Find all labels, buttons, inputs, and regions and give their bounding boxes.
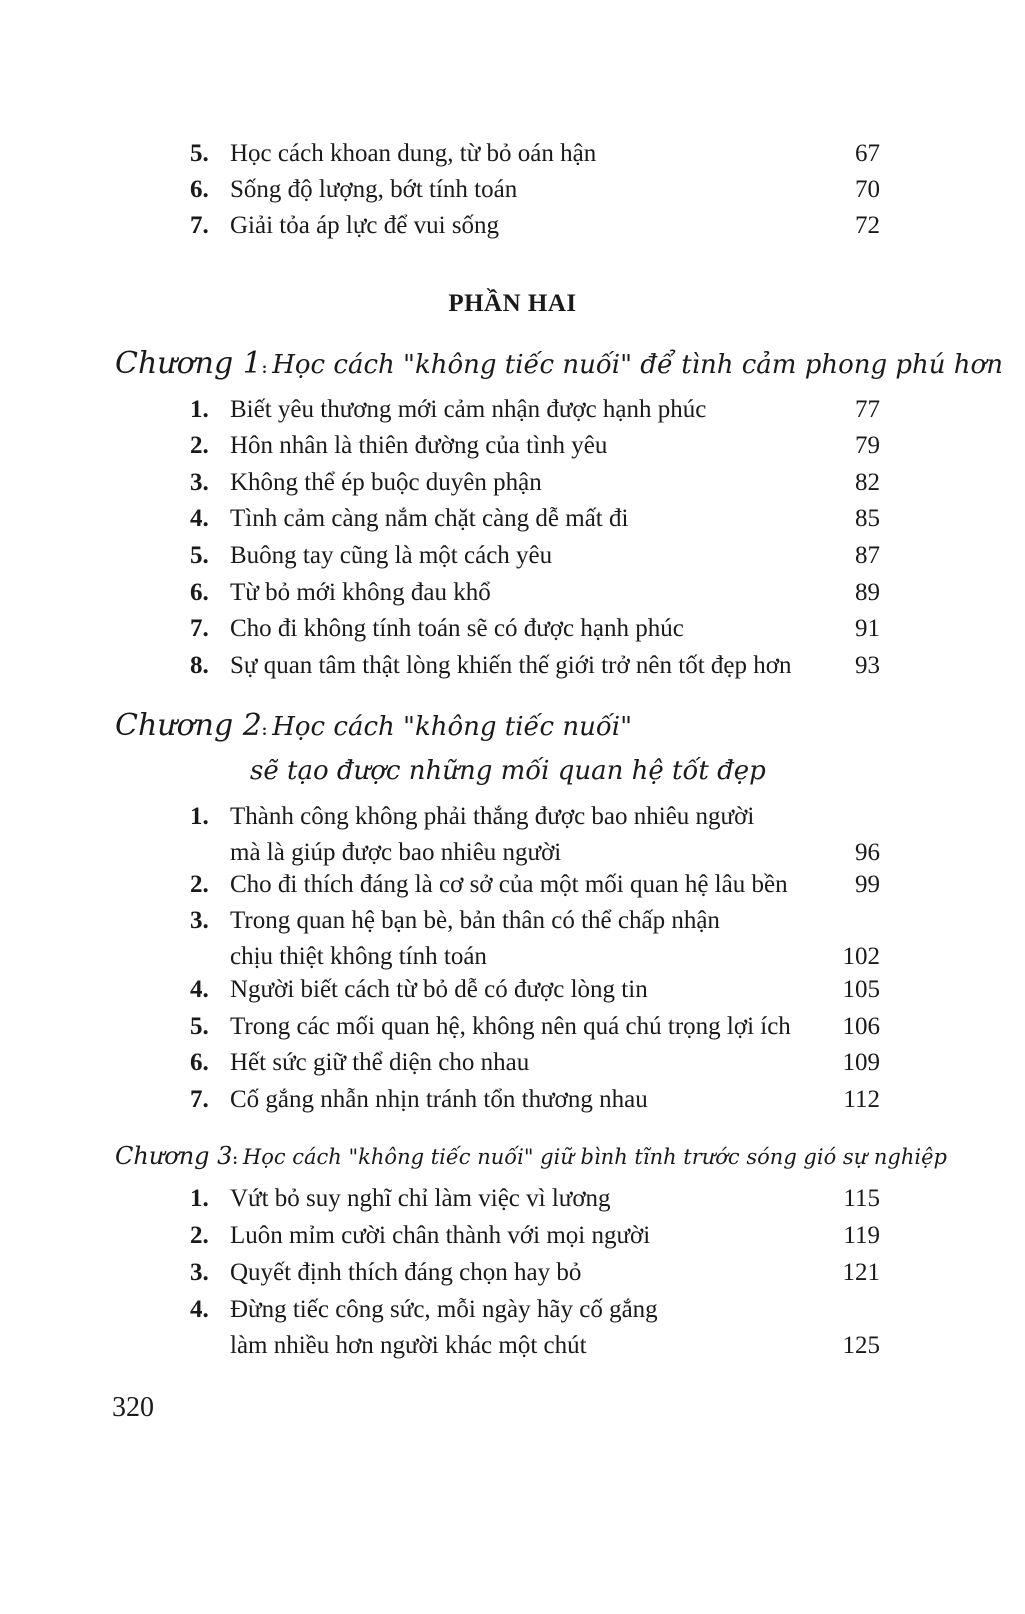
entry-page: 106 bbox=[842, 1013, 880, 1040]
entry-number: 8. bbox=[190, 652, 209, 679]
toc-entry bbox=[190, 428, 880, 464]
toc-entry bbox=[190, 575, 880, 611]
entry-number: 2. bbox=[190, 432, 209, 459]
entry-page: 79 bbox=[855, 432, 880, 459]
entry-number: 2. bbox=[190, 1222, 209, 1249]
chapter-colon: : bbox=[261, 722, 268, 739]
entry-number: 6. bbox=[190, 579, 209, 606]
toc-entry bbox=[190, 1082, 880, 1118]
entry-title: Học cách khoan dung, từ bỏ oán hận bbox=[230, 140, 597, 167]
chapter-title: Học cách "không tiếc nuối" giữ bình tĩnh trước sóng gió sự nghiệp bbox=[242, 1145, 947, 1169]
entry-number: 5. bbox=[190, 1013, 209, 1040]
toc-entry bbox=[190, 136, 880, 172]
toc-entry bbox=[190, 538, 880, 574]
entry-page: 96 bbox=[855, 839, 880, 866]
toc-entry bbox=[190, 208, 880, 244]
entry-number: 4. bbox=[190, 505, 209, 532]
entry-page: 72 bbox=[855, 212, 880, 239]
chapter-label: Chương 1 bbox=[115, 346, 262, 381]
chapter-heading bbox=[115, 1142, 947, 1170]
entry-page: 112 bbox=[843, 1086, 880, 1113]
entry-page: 115 bbox=[843, 1185, 880, 1212]
entry-number: 2. bbox=[190, 871, 209, 898]
entry-page: 99 bbox=[855, 871, 880, 898]
entry-number: 5. bbox=[190, 140, 209, 167]
toc-entry bbox=[190, 972, 880, 1008]
entry-number: 6. bbox=[190, 176, 209, 203]
entry-number: 4. bbox=[190, 976, 209, 1003]
chapter-title: sẽ tạo được những mối quan hệ tốt đẹp bbox=[250, 756, 766, 786]
entry-number: 7. bbox=[190, 1086, 209, 1113]
entry-page: 89 bbox=[855, 579, 880, 606]
entry-title: Quyết định thích đáng chọn hay bỏ bbox=[230, 1259, 582, 1286]
entry-page: 109 bbox=[842, 1049, 880, 1076]
entry-title: Trong quan hệ bạn bè, bản thân có thể chấp nhận chịu thiệt không tính toán bbox=[230, 907, 720, 970]
entry-page: 67 bbox=[855, 140, 880, 167]
entry-page: 125 bbox=[842, 1332, 880, 1359]
chapter-heading bbox=[115, 708, 632, 743]
toc-entry bbox=[190, 465, 880, 501]
toc-entry bbox=[190, 392, 880, 428]
entry-page: 77 bbox=[855, 396, 880, 423]
entry-title: Trong các mối quan hệ, không nên quá chú trọng lợi ích bbox=[230, 1013, 791, 1040]
toc-entry bbox=[190, 867, 880, 903]
entry-page: 91 bbox=[855, 615, 880, 642]
entry-page: 82 bbox=[855, 469, 880, 496]
entry-title: Sống độ lượng, bớt tính toán bbox=[230, 176, 518, 203]
chapter-title: Học cách "không tiếc nuối" bbox=[272, 712, 633, 742]
entry-title: Cố gắng nhẫn nhịn tránh tổn thương nhau bbox=[230, 1086, 648, 1113]
toc-entry bbox=[190, 799, 880, 871]
entry-page: 102 bbox=[842, 943, 880, 970]
entry-page: 93 bbox=[855, 652, 880, 679]
entry-title: Biết yêu thương mới cảm nhận được hạnh phúc bbox=[230, 396, 707, 423]
entry-page: 87 bbox=[855, 542, 880, 569]
entry-title: Sự quan tâm thật lòng khiến thế giới trở nên tốt đẹp hơn bbox=[230, 652, 792, 679]
toc-entry bbox=[190, 1009, 880, 1045]
toc-entry bbox=[190, 1292, 880, 1364]
entry-title: Buông tay cũng là một cách yêu bbox=[230, 542, 553, 569]
chapter-label: Chương 3 bbox=[115, 1142, 233, 1170]
entry-page: 119 bbox=[843, 1222, 880, 1249]
entry-title: Đừng tiếc công sức, mỗi ngày hãy cố gắng làm nhiều hơn người khác một chút bbox=[230, 1296, 658, 1359]
entry-number: 3. bbox=[190, 1259, 209, 1286]
entry-page: 70 bbox=[855, 176, 880, 203]
entry-title: Hôn nhân là thiên đường của tình yêu bbox=[230, 432, 608, 459]
entry-title: Cho đi thích đáng là cơ sở của một mối quan hệ lâu bền bbox=[230, 871, 788, 898]
entry-page: 105 bbox=[842, 976, 880, 1003]
toc-entry bbox=[190, 172, 880, 208]
entry-title: Từ bỏ mới không đau khổ bbox=[230, 579, 491, 606]
part-heading: PHẦN HAI bbox=[448, 290, 577, 317]
entry-number: 7. bbox=[190, 615, 209, 642]
toc-entry bbox=[190, 611, 880, 647]
entry-page: 121 bbox=[842, 1259, 880, 1286]
chapter-title: Học cách "không tiếc nuối" để tình cảm phong phú hơn bbox=[272, 350, 1003, 380]
entry-title: Không thể ép buộc duyên phận bbox=[230, 469, 542, 496]
entry-title: Tình cảm càng nắm chặt càng dễ mất đi bbox=[230, 505, 629, 532]
chapter-colon: : bbox=[261, 360, 268, 377]
entry-number: 1. bbox=[190, 396, 209, 423]
entry-number: 1. bbox=[190, 803, 209, 830]
toc-entry bbox=[190, 903, 880, 975]
entry-title: Luôn mỉm cười chân thành với mọi người bbox=[230, 1222, 651, 1249]
entry-title: Hết sức giữ thể diện cho nhau bbox=[230, 1049, 530, 1076]
entry-title: Vứt bỏ suy nghĩ chỉ làm việc vì lương bbox=[230, 1185, 611, 1212]
toc-entry bbox=[190, 648, 880, 684]
entry-number: 7. bbox=[190, 212, 209, 239]
entry-number: 4. bbox=[190, 1296, 209, 1323]
chapter-heading bbox=[115, 346, 1003, 381]
entry-title: Cho đi không tính toán sẽ có được hạnh phúc bbox=[230, 615, 684, 642]
page-number: 320 bbox=[112, 1392, 154, 1423]
entry-number: 3. bbox=[190, 469, 209, 496]
toc-entry bbox=[190, 1181, 880, 1217]
entry-number: 6. bbox=[190, 1049, 209, 1076]
entry-page: 85 bbox=[855, 505, 880, 532]
toc-entry bbox=[190, 1218, 880, 1254]
entry-title: Giải tỏa áp lực để vui sống bbox=[230, 212, 500, 239]
chapter-heading-line-2 bbox=[250, 756, 766, 786]
chapter-colon: : bbox=[232, 1151, 238, 1168]
entry-number: 1. bbox=[190, 1185, 209, 1212]
entry-title: Người biết cách từ bỏ dễ có được lòng tin bbox=[230, 976, 648, 1003]
toc-entry bbox=[190, 1255, 880, 1291]
toc-entry bbox=[190, 501, 880, 537]
chapter-label: Chương 2 bbox=[115, 708, 262, 743]
toc-entry bbox=[190, 1045, 880, 1081]
entry-number: 3. bbox=[190, 907, 209, 934]
entry-title: Thành công không phải thắng được bao nhiêu người mà là giúp được bao nhiêu người bbox=[230, 803, 755, 866]
entry-number: 5. bbox=[190, 542, 209, 569]
